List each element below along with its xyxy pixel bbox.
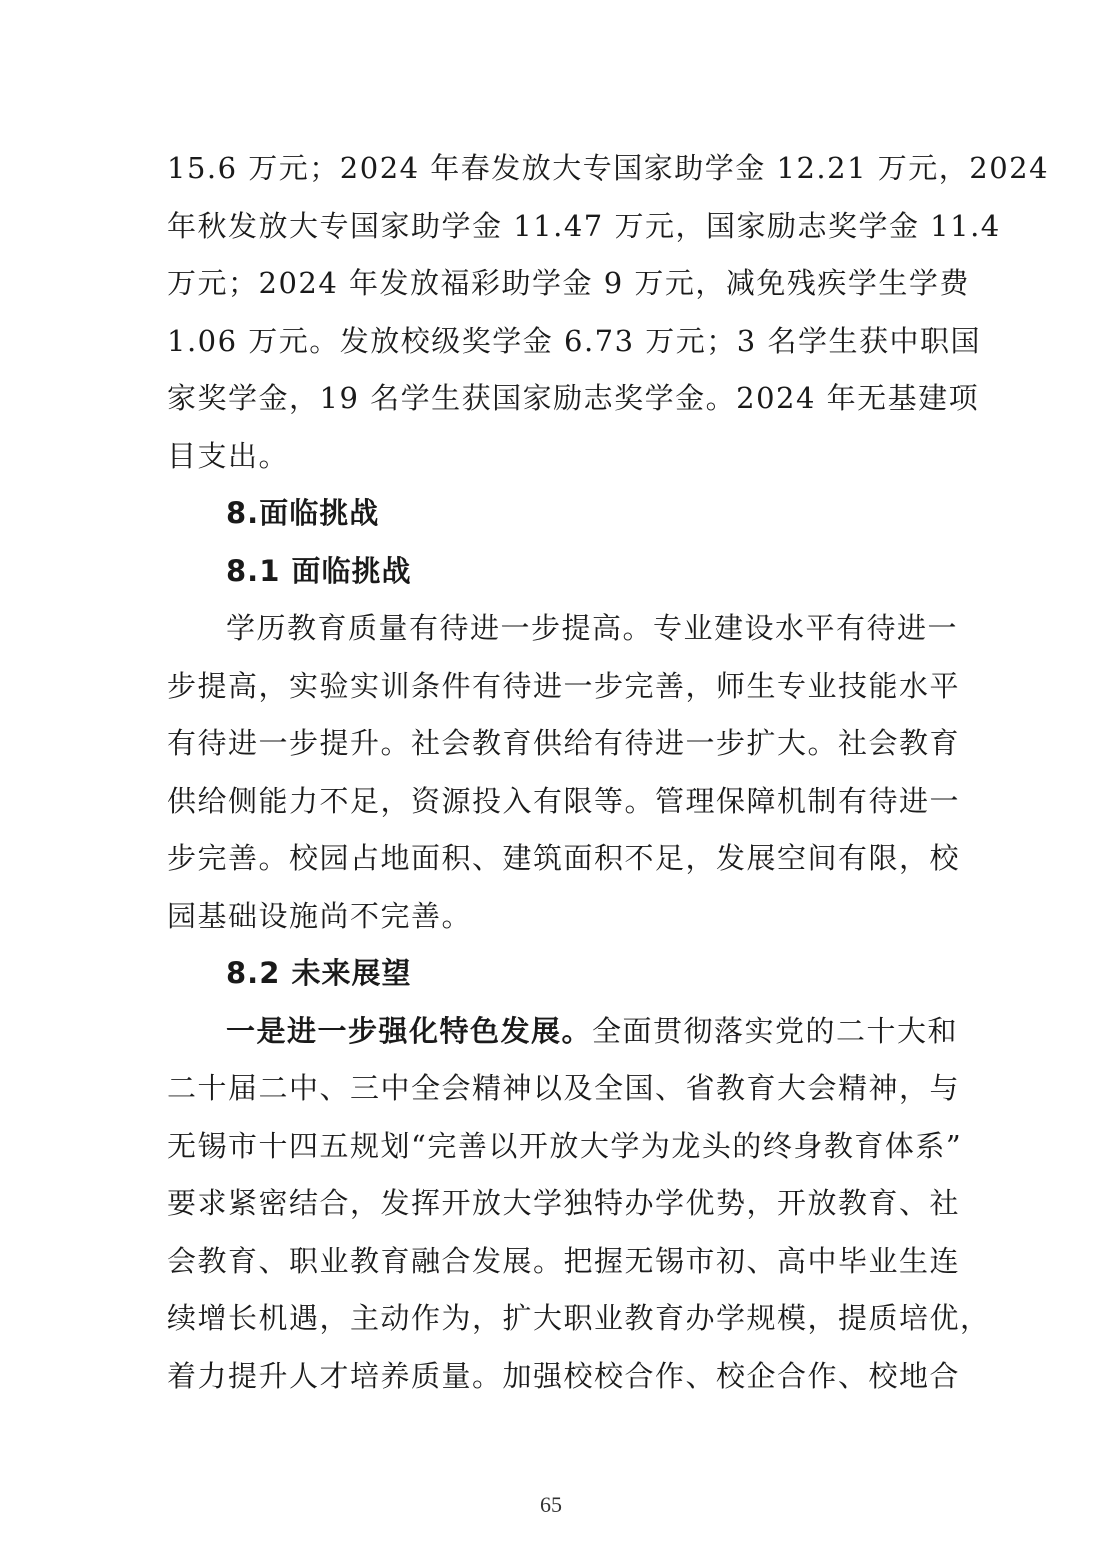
text-line: 步完善。校园占地面积、建筑面积不足，发展空间有限，校 xyxy=(167,841,961,875)
text-line: 目支出。 xyxy=(167,438,290,473)
text-line: 续增长机遇，主动作为，扩大职业教育办学规模，提质培优， xyxy=(167,1301,991,1335)
page-number: 65 xyxy=(540,1492,562,1517)
text-line: 二十届二中、三中全会精神以及全国、省教育大会精神，与 xyxy=(167,1071,961,1105)
text-line: 有待进一步提升。社会教育供给有待进一步扩大。社会教育 xyxy=(167,726,961,760)
text-line: 着力提升人才培养质量。加强校校合作、校企合作、校地合 xyxy=(167,1358,961,1393)
bold-lead-text: 一是进一步强化特色发展。 xyxy=(226,1013,593,1048)
text-line: 年秋发放大专国家助学金 11.47 万元，国家励志奖学金 11.4 xyxy=(167,208,1001,243)
text-line: 家奖学金，19 名学生获国家励志奖学金。2024 年无基建项 xyxy=(167,381,980,415)
text-line: 无锡市十四五规划“完善以开放大学为龙头的终身教育体系” xyxy=(167,1128,963,1163)
section-heading-8-2: 8.2 未来展望 xyxy=(226,956,412,990)
text-line: 1.06 万元。发放校级奖学金 6.73 万元；3 名学生获中职国 xyxy=(167,323,981,358)
text-line: 会教育、职业教育融合发展。把握无锡市初、高中毕业生连 xyxy=(167,1243,961,1278)
text-line: 15.6 万元；2024 年春发放大专国家助学金 12.21 万元，2024 xyxy=(167,151,1050,185)
text-line: 万元；2024 年发放福彩助学金 9 万元，减免残疾学生学费 xyxy=(167,266,970,300)
text-line xyxy=(167,1003,959,1061)
paragraph-challenges xyxy=(167,600,961,945)
paragraph-funding xyxy=(167,140,1050,485)
text-run: 全面贯彻落实党的二十大和 xyxy=(592,1013,959,1048)
text-line: 园基础设施尚不完善。 xyxy=(167,898,473,933)
section-heading-8: 8.面临挑战 xyxy=(226,496,380,530)
text-line: 步提高，实验实训条件有待进一步完善，师生专业技能水平 xyxy=(167,668,961,703)
section-heading-8-1: 8.1 面临挑战 xyxy=(226,553,412,588)
text-line: 学历教育质量有待进一步提高。专业建设水平有待进一 xyxy=(226,611,959,645)
paragraph-outlook xyxy=(167,1003,991,1406)
text-line: 要求紧密结合，发挥开放大学独特办学优势，开放教育、社 xyxy=(167,1186,961,1220)
document-body xyxy=(167,140,1050,1405)
text-line: 供给侧能力不足，资源投入有限等。管理保障机制有待进一 xyxy=(167,783,961,818)
